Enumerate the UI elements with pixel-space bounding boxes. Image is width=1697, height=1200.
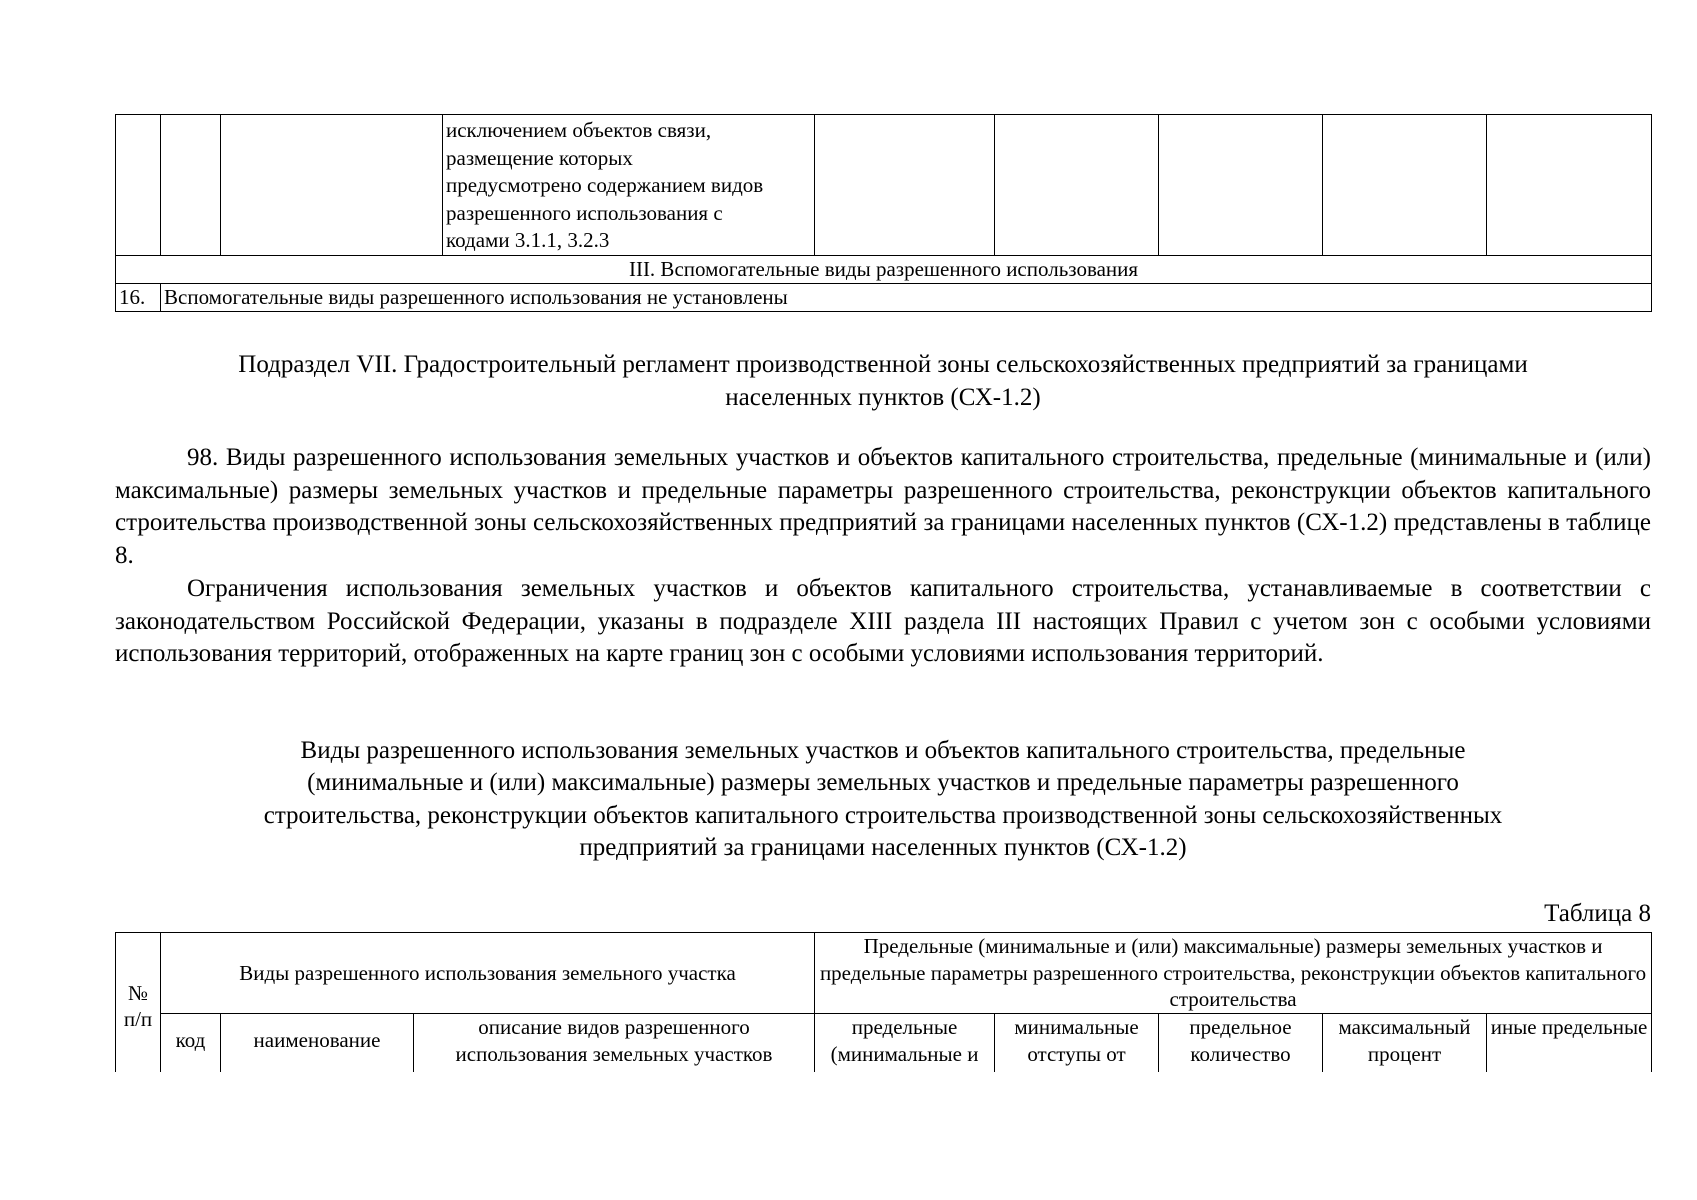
table-row xyxy=(116,283,1652,311)
table-row xyxy=(116,115,1652,256)
subheader-row xyxy=(116,1014,1652,1080)
table-title-line: предприятий за границами населенных пунктов (СХ-1.2) xyxy=(579,833,1187,861)
heading-line: Подраздел VII. Градостроительный регламент производственной зоны сельскохозяйственных предприятий за границами xyxy=(238,351,1528,378)
description-line: исключением объектов связи, xyxy=(446,118,712,142)
section-header: III. Вспомогательные виды разрешенного использования xyxy=(116,255,1652,283)
col-number-header: № п/п xyxy=(116,933,161,1080)
name-cell xyxy=(221,115,443,256)
sub-description-header: описание видов разрешенного использования земельных участков xyxy=(414,1014,815,1080)
sub-other-header: иные предельные xyxy=(1487,1014,1652,1080)
empty-cell xyxy=(995,115,1159,256)
section-row xyxy=(116,255,1652,283)
table-title xyxy=(200,735,1566,864)
sub-code-header: код xyxy=(161,1014,221,1080)
subsection-heading xyxy=(115,348,1651,414)
continuation-table xyxy=(115,114,1652,312)
group-limits-header: Предельные (минимальные и (или) максимальные) размеры земельных участков и предельные параметры разрешенного строительства, реконструкции объектов капитального строительства xyxy=(815,933,1652,1014)
description-line: предусмотрено содержанием видов xyxy=(446,173,764,198)
paragraph-restrictions: Ограничения использования земельных участков и объектов капитального строительства, устанавливаемые в соответствии с законодательством Российской Федерации, указаны в подразделе XIII раздела III настоящих Правил с учетом зон с особыми условиями использования территорий, отображенных на карте границ зон с особыми условиями использования территорий. xyxy=(115,575,1651,668)
description-line: кодами 3.1.1, 3.2.3 xyxy=(446,228,610,253)
main-table xyxy=(115,932,1652,1080)
sub-max-count-header: предельное количество xyxy=(1159,1014,1323,1080)
empty-cell xyxy=(1159,115,1323,256)
empty-cell xyxy=(1487,115,1652,256)
description-line: размещение которых xyxy=(446,145,633,170)
description-cell xyxy=(443,115,815,256)
empty-cell xyxy=(815,115,995,256)
sub-max-percent-header: максимальный процент xyxy=(1323,1014,1487,1080)
row-text: Вспомогательные виды разрешенного использования не установлены xyxy=(161,283,1652,311)
paragraph-98: 98. Виды разрешенного использования земельных участков и объектов капитального строительства, предельные (минимальные и (или) максимальные) размеры земельных участков и предельные параметры разрешенного строительства, реконструкции объектов капитального строительства производственной зоны сельскохозяйственных предприятий за границами населенных пунктов (СХ-1.2) представлены в таблице 8. xyxy=(115,444,1651,570)
sub-min-setbacks-header: минимальные отступы от xyxy=(995,1014,1159,1080)
table-title-line: Виды разрешенного использования земельных участков и объектов капитального строительства, предельные xyxy=(300,737,1466,764)
page-crop-mask xyxy=(100,1072,1670,1200)
header-row xyxy=(116,933,1652,1014)
sub-name-header: наименование xyxy=(221,1014,414,1080)
empty-cell xyxy=(1323,115,1487,256)
row-number: 16. xyxy=(116,283,161,311)
number-cell xyxy=(116,115,161,256)
description-line: разрешенного использования с xyxy=(446,200,723,225)
table-title-line: строительства, реконструкции объектов капитального строительства производственной зоны сельскохозяйственных xyxy=(263,801,1503,829)
table-title-line: (минимальные и (или) максимальные) размеры земельных участков и предельные параметры разрешенного xyxy=(307,769,1459,797)
sub-limits-area-header: предельные (минимальные и xyxy=(815,1014,995,1080)
table-number: Таблица 8 xyxy=(1544,900,1651,927)
code-cell xyxy=(161,115,221,256)
group-uses-header: Виды разрешенного использования земельного участка xyxy=(161,933,815,1014)
heading-line: населенных пунктов (СХ-1.2) xyxy=(725,384,1041,411)
